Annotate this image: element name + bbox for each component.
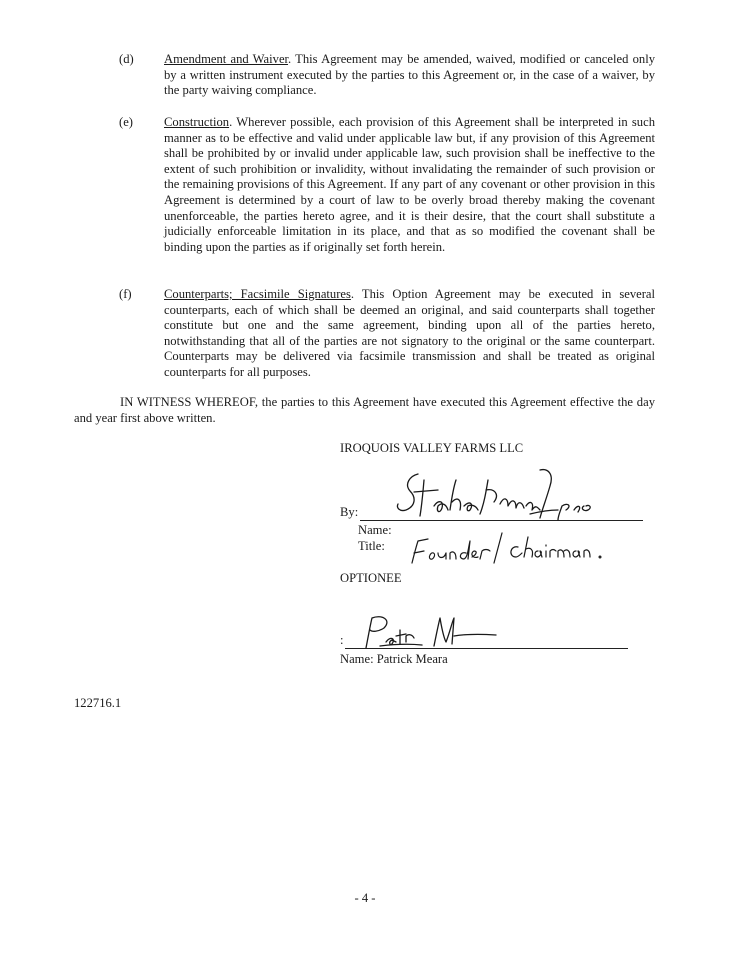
optionee-signature [356,612,506,652]
clause-label: (e) [119,115,133,129]
clause-heading: Counterparts; Facsimile Signatures [164,287,351,301]
name-label: Name: [358,523,392,537]
document-id: 122716.1 [74,696,122,710]
clause-text: . This Option Agreement may be executed in several counterparts, each of which shall be deemed an original, and said counterparts shall together constitute but one and the same agreement, binding upon all of the parties hereto, notwithstanding that all of the parties are not signatory to the original or the same counterpart. Counterparts may be delivered via facsimile transmission and shall be treated as original counterparts for all purposes. [164,287,655,379]
clause-label: (f) [119,287,132,301]
optionee-heading: OPTIONEE [340,571,402,585]
by-label: By: [340,505,359,519]
clause-body [164,115,655,255]
company-signature-line [360,520,643,521]
company-title-handwritten [410,527,610,565]
clause-text: . Wherever possible, each provision of this Agreement shall be interpreted in such manner as to be effective and valid under applicable law but, if any provision of this Agreement shall be prohibited by or invalid under applicable law, such provision shall be ineffective to the extent of such prohibition or invalidity, without invalidating the remainder of such provision or the remaining provisions of this Agreement. If any part of any covenant or other provision in this Agreement is determined by a court of law to be overly broad thereby making the covenant unenforceable, the parties hereto agree, and it is their desire, that the court shall substitute a judicially enforceable limitation in its place, and that as so modified the covenant shall be binding upon the parties as if originally set forth herein. [164,115,655,254]
clause-text: . This Agreement may be amended, waived, modified or canceled only by a written instrument executed by the parties to this Agreement or, in the case of a waiver, by the party waiving compliance. [164,52,655,98]
clause-body [164,287,655,381]
clause-label: (d) [119,52,134,66]
company-name: IROQUOIS VALLEY FARMS LLC [340,441,524,455]
clause-heading: Amendment and Waiver [164,52,289,66]
title-label: Title: [358,539,385,553]
clause-heading: Construction [164,115,230,129]
page-number: - 4 - [354,891,376,905]
optionee-signature-line [345,648,628,649]
clause-body [164,52,655,99]
optionee-name: Name: Patrick Meara [340,652,448,666]
witness-paragraph: IN WITNESS WHEREOF, the parties to this Agreement have executed this Agreement effective the day and year first above written. [74,395,655,425]
optionee-colon: : [340,633,344,647]
company-signature [390,466,605,528]
